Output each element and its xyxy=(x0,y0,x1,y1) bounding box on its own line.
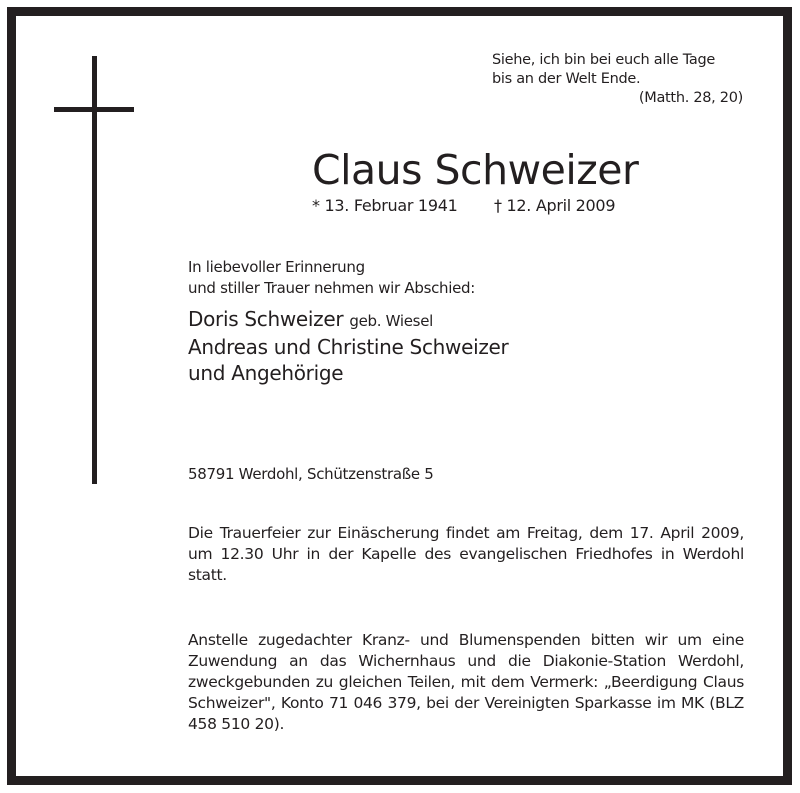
birth-date: * 13. Februar 1941 xyxy=(312,196,458,215)
donation-info-paragraph: Anstelle zugedachter Kranz- und Blumenspenden bitten wir um eine Zuwendung an das Wichernhaus und die Diakonie-Station Werdohl, zweckgebunden zu gleichen Teilen, mit dem Vermerk: „Beerdigung Claus Schweizer", Konto 71 046 379, bei der Vereinigten Sparkasse im MK (BLZ 458 510 20). xyxy=(188,631,744,733)
address: 58791 Werdohl, Schützenstraße 5 xyxy=(188,465,434,483)
bible-verse xyxy=(483,51,743,108)
verse-line: bis an der Welt Ende. xyxy=(492,71,641,87)
verse-reference: (Matth. 28, 20) xyxy=(638,90,743,106)
intro-line: In liebevoller Erinnerung xyxy=(188,258,365,276)
cross-icon xyxy=(92,56,97,484)
life-dates xyxy=(312,196,616,215)
mourner-name: Doris Schweizer xyxy=(188,307,344,331)
mourner-line: Andreas und Christine Schweizer xyxy=(188,335,509,359)
intro-text xyxy=(188,257,475,299)
cross-icon-bar xyxy=(54,107,134,112)
deceased-name: Claus Schweizer xyxy=(312,146,639,194)
intro-line: und stiller Trauer nehmen wir Abschied: xyxy=(188,279,476,297)
mourner-line: und Angehörige xyxy=(188,361,344,385)
maiden-name: geb. Wiesel xyxy=(349,312,433,330)
mourners-list xyxy=(188,306,508,386)
verse-line: Siehe, ich bin bei euch alle Tage xyxy=(492,52,715,68)
funeral-info-paragraph: Die Trauerfeier zur Einäscherung findet am Freitag, dem 17. April 2009, um 12.30 Uhr in der Kapelle des evangelischen Friedhofes in Werdohl statt. xyxy=(188,524,744,584)
mourner-line xyxy=(188,306,508,334)
death-date: † 12. April 2009 xyxy=(494,196,616,215)
